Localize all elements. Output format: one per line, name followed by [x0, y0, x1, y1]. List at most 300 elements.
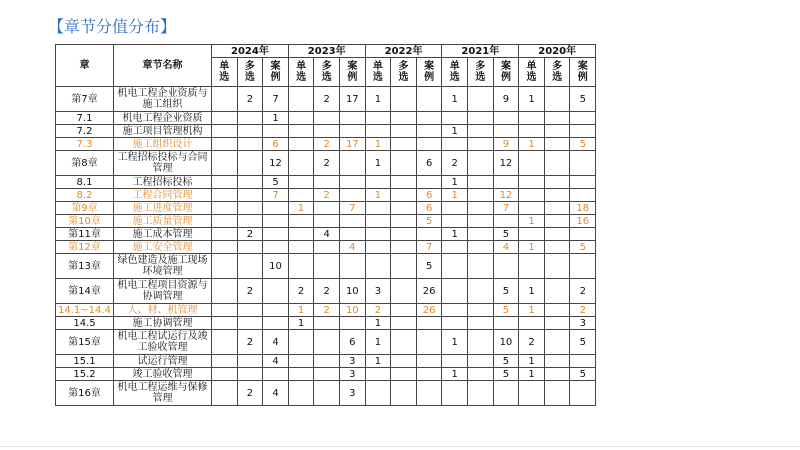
- chapter-cell: 7.1: [56, 112, 114, 125]
- score-cell: 3: [340, 355, 366, 368]
- score-cell: [544, 215, 570, 228]
- score-cell: [288, 355, 314, 368]
- score-cell: 2: [365, 304, 391, 317]
- score-cell: [544, 317, 570, 330]
- page-bottom-divider: [0, 446, 800, 447]
- score-cell: [391, 304, 417, 317]
- header-question-type: 单 选: [212, 58, 238, 87]
- score-cell: 5: [416, 254, 442, 279]
- score-cell: [314, 355, 340, 368]
- score-cell: 5: [493, 355, 519, 368]
- score-cell: [314, 202, 340, 215]
- score-cell: [288, 151, 314, 176]
- score-cell: 6: [340, 330, 366, 355]
- score-cell: 4: [314, 228, 340, 241]
- score-cell: [237, 368, 263, 381]
- score-cell: 1: [442, 125, 468, 138]
- score-cell: [365, 215, 391, 228]
- score-cell: [442, 304, 468, 317]
- score-cell: [288, 87, 314, 112]
- score-cell: [288, 241, 314, 254]
- score-cell: [468, 304, 494, 317]
- section-name-cell: 绿色建造及施工现场环境管理: [114, 254, 212, 279]
- table-row: [56, 317, 596, 330]
- score-cell: [442, 112, 468, 125]
- score-cell: [365, 254, 391, 279]
- section-name-cell: 工程合同管理: [114, 189, 212, 202]
- score-cell: [212, 215, 238, 228]
- header-question-type: 案 例: [263, 58, 289, 87]
- score-cell: [288, 254, 314, 279]
- score-cell: [442, 317, 468, 330]
- score-cell: 2: [314, 87, 340, 112]
- score-cell: [288, 381, 314, 406]
- score-cell: 6: [416, 189, 442, 202]
- score-cell: 1: [442, 87, 468, 112]
- section-name-cell: 工程招标投标: [114, 176, 212, 189]
- score-cell: [263, 125, 289, 138]
- score-cell: [237, 125, 263, 138]
- score-cell: 1: [365, 317, 391, 330]
- score-cell: [314, 254, 340, 279]
- score-cell: [519, 202, 545, 215]
- table-row: [56, 189, 596, 202]
- section-name-cell: 施工协调管理: [114, 317, 212, 330]
- score-cell: [391, 215, 417, 228]
- score-cell: [340, 125, 366, 138]
- score-cell: 1: [442, 330, 468, 355]
- score-cell: [365, 112, 391, 125]
- score-cell: 5: [570, 87, 596, 112]
- score-cell: 5: [570, 330, 596, 355]
- chapter-cell: 第14章: [56, 279, 114, 304]
- score-cell: [212, 381, 238, 406]
- chapter-cell: 第16章: [56, 381, 114, 406]
- score-cell: [570, 189, 596, 202]
- header-question-type: 多 选: [544, 58, 570, 87]
- score-cell: 1: [519, 138, 545, 151]
- score-cell: [391, 317, 417, 330]
- score-cell: 1: [519, 215, 545, 228]
- chapter-cell: 7.2: [56, 125, 114, 138]
- section-name-cell: 竣工验收管理: [114, 368, 212, 381]
- score-cell: [442, 355, 468, 368]
- score-cell: 2: [237, 87, 263, 112]
- score-cell: [468, 317, 494, 330]
- score-cell: [570, 151, 596, 176]
- score-cell: [519, 189, 545, 202]
- score-cell: 9: [493, 138, 519, 151]
- score-cell: [365, 202, 391, 215]
- score-cell: 5: [570, 241, 596, 254]
- score-cell: [212, 87, 238, 112]
- score-cell: [570, 355, 596, 368]
- chapter-cell: 8.2: [56, 189, 114, 202]
- score-cell: [212, 138, 238, 151]
- score-cell: 5: [416, 215, 442, 228]
- score-cell: [468, 112, 494, 125]
- score-cell: [416, 138, 442, 151]
- score-cell: [391, 254, 417, 279]
- score-cell: [340, 176, 366, 189]
- score-cell: [468, 368, 494, 381]
- score-cell: [468, 176, 494, 189]
- section-name-cell: 施工进度管理: [114, 202, 212, 215]
- score-cell: 5: [570, 138, 596, 151]
- score-cell: [570, 125, 596, 138]
- score-cell: 3: [340, 368, 366, 381]
- score-cell: 3: [570, 317, 596, 330]
- score-cell: 12: [493, 151, 519, 176]
- score-cell: [391, 138, 417, 151]
- score-cell: [212, 254, 238, 279]
- score-cell: [263, 368, 289, 381]
- section-name-cell: 工程招标投标与合同管理: [114, 151, 212, 176]
- score-cell: [416, 330, 442, 355]
- score-cell: 1: [519, 241, 545, 254]
- table-row: [56, 304, 596, 317]
- table-row: [56, 138, 596, 151]
- score-cell: 1: [263, 112, 289, 125]
- score-cell: [570, 228, 596, 241]
- table-row: [56, 202, 596, 215]
- score-cell: 7: [263, 87, 289, 112]
- score-cell: [340, 254, 366, 279]
- score-cell: [212, 202, 238, 215]
- score-cell: [314, 176, 340, 189]
- score-cell: 4: [263, 381, 289, 406]
- score-cell: [212, 151, 238, 176]
- score-cell: [391, 228, 417, 241]
- score-cell: 2: [288, 279, 314, 304]
- score-cell: [519, 317, 545, 330]
- score-cell: 5: [263, 176, 289, 189]
- score-cell: [237, 151, 263, 176]
- score-cell: [212, 125, 238, 138]
- score-cell: [365, 228, 391, 241]
- score-cell: [263, 279, 289, 304]
- header-section-name: 章节名称: [114, 45, 212, 87]
- header-chapter: 章: [56, 45, 114, 87]
- score-cell: [442, 215, 468, 228]
- score-cell: [263, 304, 289, 317]
- table-row: [56, 241, 596, 254]
- score-cell: [365, 241, 391, 254]
- score-cell: [468, 202, 494, 215]
- score-cell: [416, 176, 442, 189]
- score-cell: [493, 215, 519, 228]
- score-cell: 5: [570, 368, 596, 381]
- score-cell: [314, 125, 340, 138]
- table-row: [56, 254, 596, 279]
- score-cell: [365, 125, 391, 138]
- score-cell: 1: [519, 304, 545, 317]
- score-cell: [391, 355, 417, 368]
- score-cell: 18: [570, 202, 596, 215]
- table-row: [56, 355, 596, 368]
- score-cell: [519, 381, 545, 406]
- score-cell: [314, 317, 340, 330]
- score-cell: [468, 381, 494, 406]
- score-cell: 1: [365, 355, 391, 368]
- chapter-cell: 第8章: [56, 151, 114, 176]
- score-distribution-table: [55, 44, 596, 406]
- header-question-type: 单 选: [365, 58, 391, 87]
- section-name-cell: 施工组织设计: [114, 138, 212, 151]
- score-cell: [314, 381, 340, 406]
- score-cell: [570, 112, 596, 125]
- score-cell: [391, 368, 417, 381]
- header-question-type: 多 选: [314, 58, 340, 87]
- score-cell: [212, 189, 238, 202]
- score-cell: [237, 138, 263, 151]
- score-cell: [288, 368, 314, 381]
- score-cell: 26: [416, 304, 442, 317]
- score-cell: [212, 241, 238, 254]
- score-cell: 2: [237, 228, 263, 241]
- header-question-type: 案 例: [416, 58, 442, 87]
- score-cell: 5: [493, 368, 519, 381]
- section-title: 【章节分值分布】: [48, 17, 177, 36]
- table-row: [56, 87, 596, 112]
- score-cell: [442, 279, 468, 304]
- header-year: 2020年: [519, 45, 596, 58]
- table-row: [56, 381, 596, 406]
- score-cell: [544, 151, 570, 176]
- score-cell: [468, 87, 494, 112]
- score-cell: 6: [416, 202, 442, 215]
- score-cell: [544, 241, 570, 254]
- header-question-type: 多 选: [391, 58, 417, 87]
- score-cell: [212, 368, 238, 381]
- table-row: [56, 151, 596, 176]
- score-cell: [314, 112, 340, 125]
- chapter-cell: 第11章: [56, 228, 114, 241]
- score-cell: 7: [493, 202, 519, 215]
- score-cell: [263, 241, 289, 254]
- score-cell: 4: [340, 241, 366, 254]
- score-cell: [237, 254, 263, 279]
- score-cell: [468, 151, 494, 176]
- score-cell: 2: [519, 330, 545, 355]
- score-cell: 10: [493, 330, 519, 355]
- header-year: 2023年: [288, 45, 365, 58]
- score-cell: [416, 112, 442, 125]
- score-cell: [416, 228, 442, 241]
- score-cell: 2: [570, 304, 596, 317]
- chapter-cell: 14.5: [56, 317, 114, 330]
- score-cell: 1: [519, 355, 545, 368]
- score-cell: [570, 381, 596, 406]
- score-cell: 7: [263, 189, 289, 202]
- score-cell: [391, 125, 417, 138]
- score-cell: [391, 279, 417, 304]
- score-cell: [237, 202, 263, 215]
- table-row: [56, 368, 596, 381]
- table-row: [56, 330, 596, 355]
- score-cell: [212, 317, 238, 330]
- score-cell: 1: [288, 304, 314, 317]
- table-row: [56, 176, 596, 189]
- score-cell: [340, 215, 366, 228]
- score-cell: [391, 176, 417, 189]
- score-cell: [391, 241, 417, 254]
- score-cell: [288, 176, 314, 189]
- score-cell: [237, 355, 263, 368]
- score-cell: 1: [442, 368, 468, 381]
- score-cell: [212, 228, 238, 241]
- score-cell: [340, 112, 366, 125]
- section-name-cell: 机电工程企业资质: [114, 112, 212, 125]
- header-question-type: 案 例: [570, 58, 596, 87]
- score-cell: 1: [519, 87, 545, 112]
- score-cell: [237, 189, 263, 202]
- score-cell: 1: [365, 87, 391, 112]
- score-cell: [288, 112, 314, 125]
- score-cell: [212, 279, 238, 304]
- header-question-type: 案 例: [493, 58, 519, 87]
- score-cell: [263, 317, 289, 330]
- score-cell: [468, 228, 494, 241]
- score-cell: [493, 112, 519, 125]
- section-name-cell: 机电工程企业资质与施工组织: [114, 87, 212, 112]
- score-cell: 1: [288, 202, 314, 215]
- score-cell: [365, 176, 391, 189]
- score-cell: [391, 189, 417, 202]
- score-cell: [519, 112, 545, 125]
- score-cell: 1: [365, 330, 391, 355]
- score-cell: 1: [442, 228, 468, 241]
- score-cell: [391, 202, 417, 215]
- score-cell: [340, 189, 366, 202]
- header-year: 2024年: [212, 45, 289, 58]
- score-cell: [468, 355, 494, 368]
- score-cell: 1: [519, 368, 545, 381]
- score-cell: [544, 368, 570, 381]
- score-cell: 4: [493, 241, 519, 254]
- score-cell: 7: [416, 241, 442, 254]
- score-cell: 2: [314, 304, 340, 317]
- score-cell: [314, 215, 340, 228]
- score-cell: 16: [570, 215, 596, 228]
- score-cell: [340, 151, 366, 176]
- score-cell: [314, 330, 340, 355]
- score-cell: 2: [314, 189, 340, 202]
- section-name-cell: 试运行管理: [114, 355, 212, 368]
- score-cell: [416, 87, 442, 112]
- score-cell: [288, 330, 314, 355]
- score-cell: [212, 176, 238, 189]
- score-cell: [544, 330, 570, 355]
- chapter-cell: 15.1: [56, 355, 114, 368]
- score-cell: [416, 125, 442, 138]
- score-cell: [493, 381, 519, 406]
- score-cell: [391, 381, 417, 406]
- score-cell: [288, 138, 314, 151]
- score-cell: [442, 254, 468, 279]
- score-cell: [340, 317, 366, 330]
- chapter-cell: 第12章: [56, 241, 114, 254]
- score-cell: [544, 112, 570, 125]
- header-row-years: [56, 45, 596, 58]
- header-question-type: 案 例: [340, 58, 366, 87]
- score-cell: 5: [493, 228, 519, 241]
- header-question-type: 多 选: [468, 58, 494, 87]
- score-cell: [263, 202, 289, 215]
- score-cell: [340, 228, 366, 241]
- score-cell: 17: [340, 138, 366, 151]
- section-name-cell: 施工安全管理: [114, 241, 212, 254]
- chapter-cell: 第10章: [56, 215, 114, 228]
- score-cell: 1: [519, 279, 545, 304]
- table-row: [56, 112, 596, 125]
- score-cell: [570, 176, 596, 189]
- score-cell: [544, 125, 570, 138]
- chapter-cell: 8.1: [56, 176, 114, 189]
- score-cell: 2: [570, 279, 596, 304]
- chapter-cell: 第13章: [56, 254, 114, 279]
- score-cell: [416, 368, 442, 381]
- score-cell: [212, 355, 238, 368]
- score-cell: [416, 317, 442, 330]
- chapter-cell: 第15章: [56, 330, 114, 355]
- score-cell: 2: [314, 151, 340, 176]
- score-cell: 4: [263, 355, 289, 368]
- score-cell: 1: [288, 317, 314, 330]
- score-cell: 1: [365, 189, 391, 202]
- score-cell: [519, 151, 545, 176]
- chapter-cell: 第9章: [56, 202, 114, 215]
- score-cell: [468, 189, 494, 202]
- score-cell: 10: [263, 254, 289, 279]
- score-cell: [391, 330, 417, 355]
- score-cell: [544, 254, 570, 279]
- score-cell: [263, 228, 289, 241]
- score-cell: [212, 330, 238, 355]
- score-cell: [288, 189, 314, 202]
- section-name-cell: 机电工程项目资源与协调管理: [114, 279, 212, 304]
- score-cell: [468, 138, 494, 151]
- score-cell: [237, 176, 263, 189]
- score-cell: [288, 228, 314, 241]
- score-cell: 26: [416, 279, 442, 304]
- score-cell: [442, 202, 468, 215]
- score-cell: [212, 112, 238, 125]
- score-cell: 10: [340, 279, 366, 304]
- table-row: [56, 279, 596, 304]
- score-cell: [416, 381, 442, 406]
- score-cell: [391, 87, 417, 112]
- score-cell: [544, 87, 570, 112]
- score-cell: [442, 138, 468, 151]
- score-cell: 17: [340, 87, 366, 112]
- score-cell: [493, 125, 519, 138]
- score-cell: [544, 304, 570, 317]
- score-cell: [570, 254, 596, 279]
- score-cell: [314, 241, 340, 254]
- score-cell: [493, 317, 519, 330]
- section-name-cell: 机电工程运维与保修管理: [114, 381, 212, 406]
- score-cell: 2: [314, 138, 340, 151]
- chapter-cell: 7.3: [56, 138, 114, 151]
- score-cell: 2: [237, 279, 263, 304]
- score-cell: [314, 368, 340, 381]
- header-question-type: 多 选: [237, 58, 263, 87]
- score-cell: [468, 254, 494, 279]
- score-cell: [544, 228, 570, 241]
- score-cell: [493, 176, 519, 189]
- score-cell: 1: [442, 176, 468, 189]
